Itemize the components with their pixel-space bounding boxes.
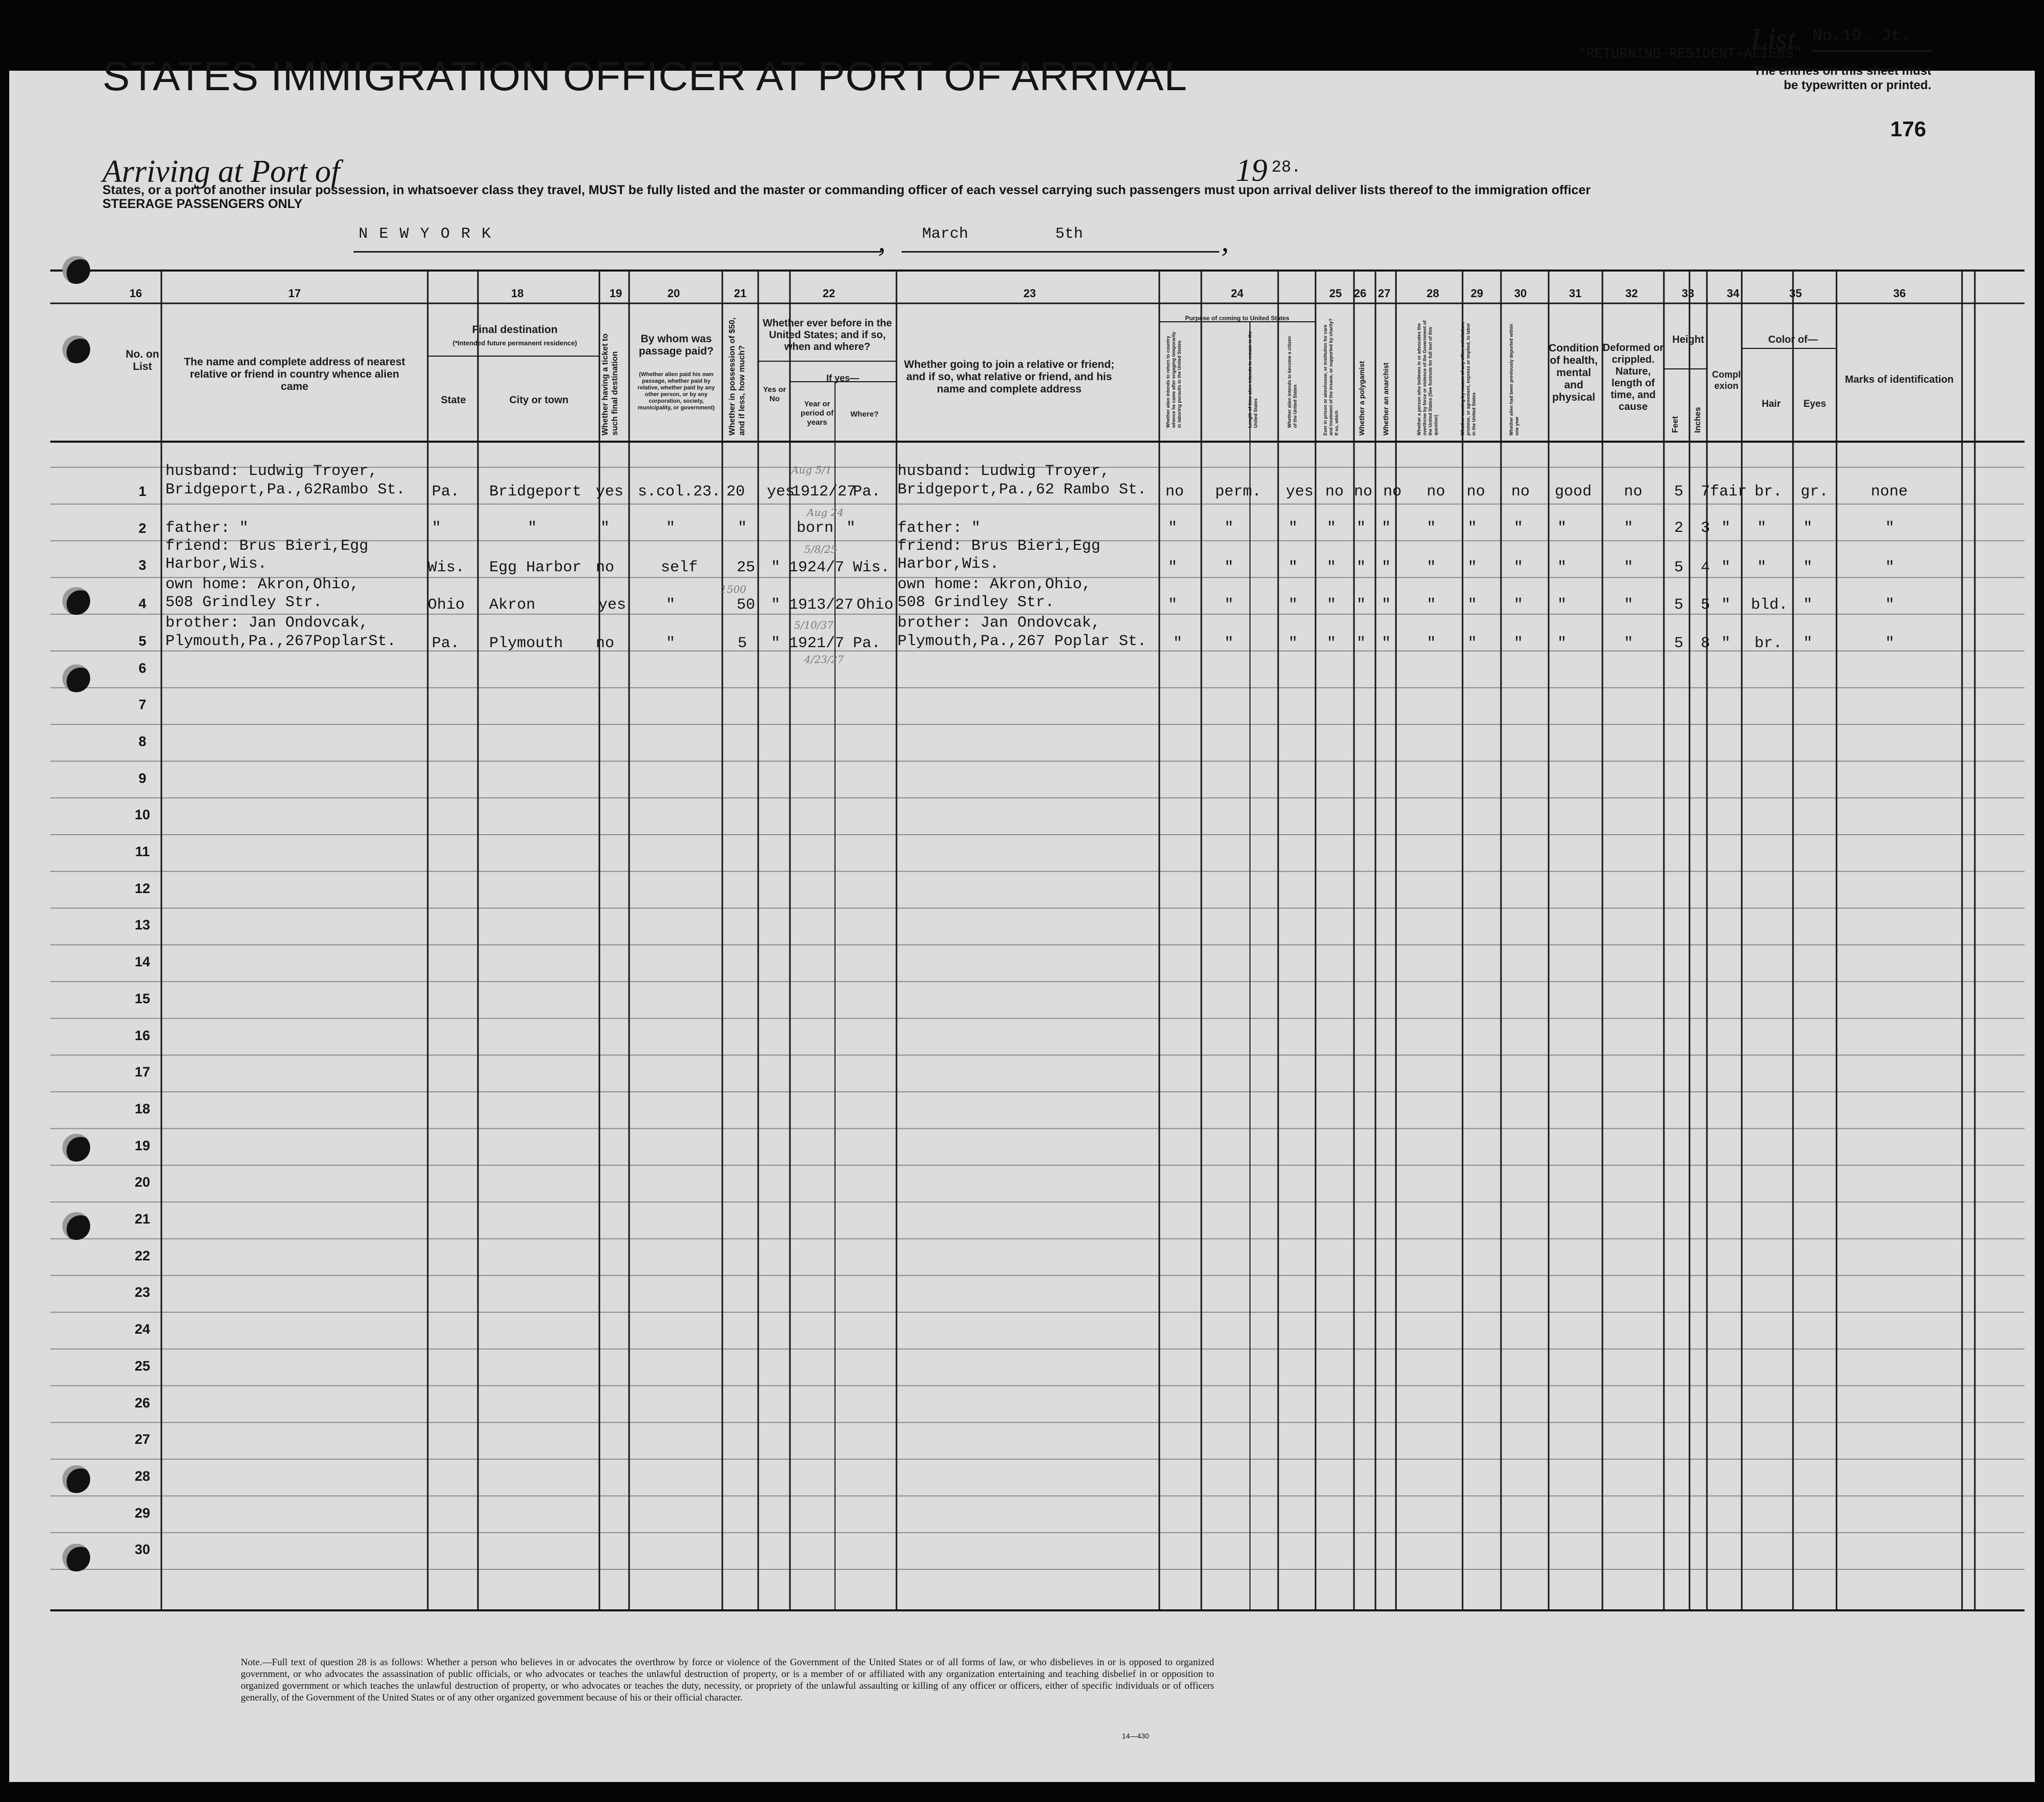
q30: " xyxy=(1514,635,1524,652)
row-number: 6 xyxy=(138,660,147,676)
col-29-header: Whether coming by reason of any offer, solicitation, promise, or agreement, express or implied, to labor in the United States xyxy=(1460,322,1476,436)
intends-return: no xyxy=(1165,483,1184,501)
row-number: 5 xyxy=(138,633,147,649)
before-in-us: yes xyxy=(767,483,795,501)
polygamist: " xyxy=(1357,559,1366,576)
where: Wis. xyxy=(853,559,890,576)
row-number: 8 xyxy=(138,733,147,749)
row-number: 30 xyxy=(134,1542,151,1558)
q28: " xyxy=(1427,520,1436,537)
row-number: 9 xyxy=(138,770,147,786)
identification-marks: " xyxy=(1885,559,1895,576)
year-period: 1924/7 xyxy=(789,559,845,576)
destination-city: Bridgeport xyxy=(489,483,582,501)
destination-city: Akron xyxy=(489,596,536,614)
destination-city: Egg Harbor xyxy=(489,559,582,576)
col-28-number: 28 xyxy=(1426,287,1440,300)
deformed: " xyxy=(1624,559,1634,576)
relative-name: own home: Akron,Ohio, xyxy=(165,576,360,593)
col-21-header: Whether in possession of $50, and if less, how much? xyxy=(728,317,746,436)
height-inches: 4 xyxy=(1701,559,1711,576)
col-18-header: Final destination xyxy=(472,324,558,336)
q29: " xyxy=(1468,559,1477,576)
col-19-number: 19 xyxy=(609,287,622,300)
anarchist: " xyxy=(1382,520,1391,537)
where: Ohio xyxy=(857,596,894,614)
arriving-label: Arriving at Port of xyxy=(102,154,340,189)
relative-address: 508 Grindley Str. xyxy=(165,594,323,611)
before-in-us: " xyxy=(771,635,781,652)
joining-name: husband: Ludwig Troyer, xyxy=(898,463,1110,480)
health: " xyxy=(1557,635,1567,652)
joining-address: Harbor,Wis. xyxy=(898,555,999,573)
height-feet: 2 xyxy=(1674,520,1684,537)
row-number: 4 xyxy=(138,596,147,611)
col-33-number: 33 xyxy=(1681,287,1695,300)
entries-note-line-2: be typewritten or printed. xyxy=(1783,78,1931,92)
joining-name: brother: Jan Ondovcak, xyxy=(898,614,1101,632)
ticket: yes xyxy=(596,483,624,501)
no-on-list-header: No. on List xyxy=(126,348,159,372)
col-22-where: Where? xyxy=(850,410,879,419)
ticket: yes xyxy=(598,596,627,614)
deformed: no xyxy=(1624,483,1643,501)
length-of-stay: " xyxy=(1224,520,1234,537)
length-of-stay: " xyxy=(1224,635,1234,652)
hair-color: " xyxy=(1757,520,1767,537)
row-number: 2 xyxy=(138,521,147,536)
pencil-annotation: Aug 5/1 xyxy=(791,464,832,476)
passage-paid-by: " xyxy=(666,520,676,537)
length-of-stay: " xyxy=(1224,559,1234,576)
prison: " xyxy=(1327,520,1337,537)
comma: , xyxy=(878,224,886,258)
row-number: 14 xyxy=(134,954,151,970)
complexion: " xyxy=(1721,596,1731,614)
year-period: 1912/27 xyxy=(791,483,857,501)
q29: " xyxy=(1468,635,1477,652)
entries-note-line-1: The entries on this sheet must xyxy=(1754,64,1931,78)
row-number: 12 xyxy=(134,880,151,896)
form-number: 14—430 xyxy=(1122,1732,1149,1740)
height-feet: 5 xyxy=(1674,596,1684,614)
intends-citizen: yes xyxy=(1286,483,1314,501)
col-17-number: 17 xyxy=(288,287,301,300)
col-17-header: The name and complete address of nearest relative or friend in country whence alien came xyxy=(184,356,405,392)
height-feet: 5 xyxy=(1674,635,1684,652)
anarchist: " xyxy=(1382,559,1391,576)
col-24-header: Purpose of coming to United States xyxy=(1185,315,1289,322)
row-number: 10 xyxy=(134,807,151,823)
ticket: no xyxy=(596,559,615,576)
col-24c-header: Whether alien intends to become a citizen of the United States xyxy=(1287,336,1298,428)
pencil-annotation: 5/10/37 xyxy=(794,619,834,631)
relative-name: brother: Jan Ondovcak, xyxy=(165,614,369,632)
polygamist: " xyxy=(1357,635,1366,652)
complexion: " xyxy=(1721,635,1731,652)
anarchist: " xyxy=(1382,596,1391,614)
col-20-subheader: (Whether alien paid his own passage, whether paid by relative, whether paid by any other person, or by any corporation, society, municipality, or government) xyxy=(637,371,715,411)
col-24a-header: Whether alien intends to return to country whence he came after engaging temporarily in laboring pursuits in the United States xyxy=(1165,332,1182,428)
length-of-stay: perm. xyxy=(1215,483,1262,501)
intends-return: " xyxy=(1168,596,1178,614)
complexion: " xyxy=(1721,559,1731,576)
binder-hole xyxy=(62,665,90,692)
list-number: No.19. Jt. xyxy=(1812,27,1931,52)
money: 25 xyxy=(737,559,756,576)
prison: no xyxy=(1325,483,1344,501)
row-number: 13 xyxy=(134,917,151,933)
q29: " xyxy=(1468,520,1477,537)
binder-hole xyxy=(62,1465,90,1493)
before-in-us: born xyxy=(797,520,834,537)
relative-name: father: " xyxy=(165,520,249,537)
height-inches: 3 xyxy=(1701,520,1711,537)
pencil-annotation: 4/23/27 xyxy=(804,653,844,666)
relative-name: friend: Brus Bieri,Egg xyxy=(165,537,369,555)
polygamist: " xyxy=(1357,596,1366,614)
destination-city: " xyxy=(528,520,537,537)
destination-state: Pa. xyxy=(432,635,460,652)
year-period: 1913/27 xyxy=(789,596,854,614)
row-number: 7 xyxy=(138,697,147,713)
row-number: 24 xyxy=(134,1321,151,1337)
state-header: State xyxy=(441,395,466,406)
q29: " xyxy=(1468,596,1477,614)
eyes-header: Eyes xyxy=(1803,399,1826,409)
height-inches: 7 xyxy=(1701,483,1711,501)
col-20-header: By whom was passage paid? xyxy=(639,333,714,357)
inches-header: Inches xyxy=(1694,407,1702,433)
row-number: 20 xyxy=(134,1174,151,1190)
intends-citizen: " xyxy=(1288,596,1298,614)
row-number: 3 xyxy=(138,557,147,573)
destination-state: Wis. xyxy=(428,559,465,576)
q28: " xyxy=(1427,596,1436,614)
destination-city: Plymouth xyxy=(489,635,564,652)
feet-header: Feet xyxy=(1671,416,1680,433)
col-22-number: 22 xyxy=(822,287,836,300)
deformed: " xyxy=(1624,635,1634,652)
passage-paid-by: self xyxy=(661,559,698,576)
q29: no xyxy=(1467,483,1486,501)
row-number: 17 xyxy=(134,1064,151,1080)
health: " xyxy=(1557,520,1567,537)
steerage-note: STEERAGE PASSENGERS ONLY xyxy=(102,197,303,211)
joining-address: Plymouth,Pa.,267 Poplar St. xyxy=(898,633,1147,650)
money: 5 xyxy=(738,635,747,652)
col-18-subheader: (*Intended future permanent residence) xyxy=(452,339,577,347)
comma: , xyxy=(1221,224,1229,258)
col-22-yes-no: Yes or No xyxy=(763,385,786,403)
q28: " xyxy=(1427,559,1436,576)
complexion: fair xyxy=(1710,483,1747,501)
col-36-number: 36 xyxy=(1893,287,1906,300)
identification-marks: none xyxy=(1871,483,1908,501)
relative-name: husband: Ludwig Troyer, xyxy=(165,463,378,480)
row-number: 23 xyxy=(134,1285,151,1300)
col-25-number: 25 xyxy=(1329,287,1342,300)
col-36-header: Marks of identification xyxy=(1845,374,1954,385)
height-inches: 5 xyxy=(1701,596,1711,614)
money: 50 xyxy=(737,596,756,614)
col-29-number: 29 xyxy=(1470,287,1484,300)
year-prefix: 19 xyxy=(1236,153,1267,188)
ticket: " xyxy=(600,520,610,537)
identification-marks: " xyxy=(1885,596,1895,614)
health: good xyxy=(1555,483,1592,501)
binder-hole xyxy=(62,336,90,363)
identification-marks: " xyxy=(1885,635,1895,652)
row-number: 21 xyxy=(134,1211,151,1227)
hair-color: br. xyxy=(1755,483,1783,501)
pencil-annotation: 1500 xyxy=(720,583,746,595)
eye-color: gr. xyxy=(1801,483,1829,501)
instruction-text: States, or a port of another insular possession, in whatsoever class they travel, MUST be fully listed and the master or commanding officer of each vessel carrying such passengers must upon arrival deliver lists thereof to the immigration officer xyxy=(102,183,1591,197)
footnote: Note.—Full text of question 28 is as follows: Whether a person who believes in or advocates the overthrow by force or violence of the Government of the United States or of all forms of law, or who disbelieves in or is opposed to organized government, or who advocates the assassination of public officials, or who advocates or teaches the unlawful destruction of property, or is a member of or affiliated with any organization entertaining and teaching disbelief in or opposition to organized government or which teaches the unlawful destruction of property, or who advocates or teaches the duty, necessity, or propriety of the unlawful assaulting or killing of any officer or officers, either of specific individuals or of officers generally, of the Government of the United States or of any other organized government because of his or their official character. xyxy=(241,1657,1214,1703)
col-27-number: 27 xyxy=(1378,287,1391,300)
q30: " xyxy=(1514,520,1524,537)
eye-color: " xyxy=(1803,635,1813,652)
col-35-header: Color of— xyxy=(1768,334,1818,345)
port-field: N E W Y O R K xyxy=(353,225,881,253)
health: " xyxy=(1557,559,1567,576)
health: " xyxy=(1557,596,1567,614)
intends-citizen: " xyxy=(1288,559,1298,576)
col-30-header: Whether alien had been previously deported within one year xyxy=(1509,323,1519,436)
row-number: 15 xyxy=(134,990,151,1006)
anarchist: " xyxy=(1382,635,1391,652)
col-24-number: 24 xyxy=(1230,287,1244,300)
col-31-header: Condition of health, mental and physical xyxy=(1549,342,1599,403)
col-20-number: 20 xyxy=(667,287,680,300)
height-feet: 5 xyxy=(1674,483,1684,501)
money: 20 xyxy=(726,483,745,501)
col-32-header: Deformed or crippled. Nature, length of time, and cause xyxy=(1602,342,1664,412)
q30: " xyxy=(1514,596,1524,614)
passage-paid-by: " xyxy=(666,596,676,614)
passage-paid-by: s.col.23. xyxy=(638,483,721,501)
col-26-number: 26 xyxy=(1353,287,1367,300)
page-number: 176 xyxy=(1890,117,1926,141)
height-feet: 5 xyxy=(1674,559,1684,576)
destination-state: Ohio xyxy=(428,596,465,614)
prison: " xyxy=(1327,635,1337,652)
prison: " xyxy=(1327,596,1337,614)
q30: no xyxy=(1511,483,1530,501)
col-34-header: Complexion xyxy=(1712,369,1741,391)
list-label: List xyxy=(1751,22,1796,55)
col-19-header: Whether having a ticket to such final destination xyxy=(601,333,619,436)
binder-hole xyxy=(62,256,90,284)
joining-name: own home: Akron,Ohio, xyxy=(898,576,1092,593)
destination-state: Pa. xyxy=(432,483,460,501)
deformed: " xyxy=(1624,596,1634,614)
relative-address: Plymouth,Pa.,267PoplarSt. xyxy=(165,633,397,650)
eye-color: " xyxy=(1803,596,1813,614)
row-number: 29 xyxy=(134,1505,151,1521)
prison: " xyxy=(1327,559,1337,576)
col-24b-header: Length of time alien intends to remain in the United States xyxy=(1247,330,1258,428)
col-18-number: 18 xyxy=(511,287,524,300)
where: Pa. xyxy=(853,483,881,501)
col-16-number: 16 xyxy=(129,287,142,300)
row-number: 26 xyxy=(134,1395,151,1411)
height-inches: 8 xyxy=(1701,635,1711,652)
row-number: 22 xyxy=(134,1248,151,1264)
eye-color: " xyxy=(1803,520,1813,537)
before-in-us: " xyxy=(771,559,781,576)
col-25-header: Ever in prison or almshouse, or institution for care and treatment of the insane, or supported by charity? If so, which xyxy=(1323,318,1339,436)
relative-address: Harbor,Wis. xyxy=(165,555,267,573)
page-title: STATES IMMIGRATION OFFICER AT PORT OF ARRIVAL xyxy=(102,53,1187,99)
relative-address: Bridgeport,Pa.,62Rambo St. xyxy=(165,481,406,499)
binder-hole xyxy=(62,1544,90,1571)
destination-state: " xyxy=(432,520,442,537)
intends-citizen: " xyxy=(1288,520,1298,537)
before-in-us: " xyxy=(771,596,781,614)
hair-color: br. xyxy=(1755,635,1783,652)
col-22-header: Whether ever before in the United States; and if so, when and where? xyxy=(762,318,892,353)
joining-name: friend: Brus Bieri,Egg xyxy=(898,537,1101,555)
date-month: March xyxy=(922,225,969,243)
q28: no xyxy=(1427,483,1446,501)
row-number: 28 xyxy=(134,1468,151,1484)
entries-note xyxy=(1696,64,1931,93)
row-number: 1 xyxy=(138,484,147,499)
col-23-number: 23 xyxy=(1023,287,1036,300)
binder-hole xyxy=(62,1134,90,1162)
intends-return: " xyxy=(1173,635,1183,652)
row-number: 16 xyxy=(134,1027,151,1043)
joining-address: Bridgeport,Pa.,62 Rambo St. xyxy=(898,481,1147,499)
intends-return: " xyxy=(1168,559,1178,576)
col-35-number: 35 xyxy=(1789,287,1802,300)
hair-color: " xyxy=(1757,559,1767,576)
col-28-header: Whether a person who believes in or advocates the overthrow by force or violence of the Government of the United States (See footnote for full text of this question) xyxy=(1416,320,1438,436)
where: " xyxy=(846,520,856,537)
col-22-year: Year or period of years xyxy=(800,400,834,427)
date-day: 5th xyxy=(1055,225,1083,243)
col-23-header: Whether going to join a relative or friend; and if so, what relative or friend, and his name and complete address xyxy=(904,359,1115,395)
length-of-stay: " xyxy=(1224,596,1234,614)
col-21-number: 21 xyxy=(734,287,747,300)
polygamist: " xyxy=(1357,520,1366,537)
date-field xyxy=(902,225,1219,253)
col-33-header: Height xyxy=(1672,334,1704,345)
anarchist: no xyxy=(1383,483,1402,501)
passage-paid-by: " xyxy=(666,635,676,652)
returning-resident-aliens: "RETURNING-RESIDENT-ALIENS". xyxy=(1578,47,1810,62)
row-number: 18 xyxy=(134,1101,151,1116)
pencil-annotation: Aug 24 xyxy=(807,506,844,519)
where: Pa. xyxy=(853,635,881,652)
row-number: 27 xyxy=(134,1432,151,1447)
col-22-if-yes: If yes— xyxy=(826,373,860,383)
col-32-number: 32 xyxy=(1625,287,1638,300)
polygamist: no xyxy=(1354,483,1373,501)
col-27-header: Whether an anarchist xyxy=(1382,362,1390,436)
complexion: " xyxy=(1721,520,1731,537)
pencil-annotation: 5/8/25 xyxy=(804,543,838,555)
col-34-number: 34 xyxy=(1726,287,1740,300)
hair-header: Hair xyxy=(1762,399,1781,409)
col-30-number: 30 xyxy=(1514,287,1527,300)
col-31-number: 31 xyxy=(1569,287,1582,300)
deformed: " xyxy=(1624,520,1634,537)
joining-name: father: " xyxy=(898,520,981,537)
joining-address: 508 Grindley Str. xyxy=(898,594,1055,611)
q28: " xyxy=(1427,635,1436,652)
year-period: 1921/7 xyxy=(789,635,845,652)
col-26-header: Whether a polygamist xyxy=(1358,361,1366,436)
intends-return: " xyxy=(1168,520,1178,537)
binder-hole xyxy=(62,1212,90,1240)
binder-hole xyxy=(62,587,90,615)
hair-color: bld. xyxy=(1751,596,1788,614)
q30: " xyxy=(1514,559,1524,576)
ticket: no xyxy=(596,635,615,652)
eye-color: " xyxy=(1803,559,1813,576)
money: " xyxy=(738,520,747,537)
city-header: City or town xyxy=(509,395,569,406)
year-suffix: 28. xyxy=(1271,158,1301,177)
row-number: 19 xyxy=(134,1137,151,1153)
intends-citizen: " xyxy=(1288,635,1298,652)
row-number: 25 xyxy=(134,1358,151,1374)
row-number: 11 xyxy=(135,844,150,859)
identification-marks: " xyxy=(1885,520,1895,537)
